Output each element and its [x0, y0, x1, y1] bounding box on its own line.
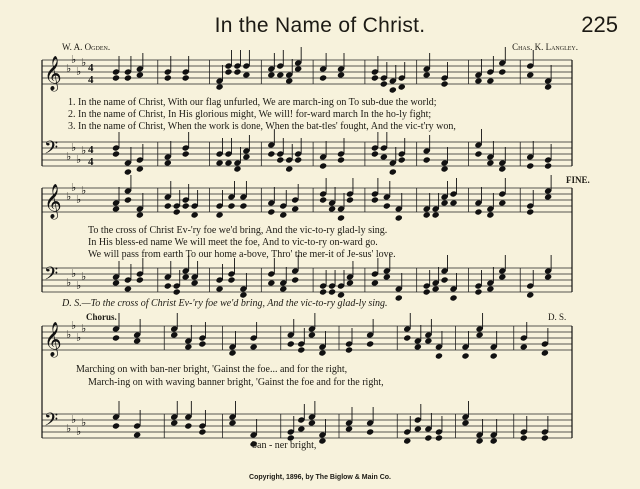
note-head: [474, 77, 482, 84]
chorus-bass-line: ban - ner bright,: [252, 440, 317, 451]
note-head: [215, 211, 223, 218]
note-head: [337, 156, 345, 163]
flat-sign: ♭: [71, 141, 77, 154]
note-head: [328, 205, 336, 212]
verse-1-line-1: 1. In the name of Christ, With our flag unfurled, We are march-ing on To sub-due the world;: [68, 97, 437, 108]
note-head: [112, 422, 120, 429]
flat-sign: ♭: [81, 184, 87, 197]
note-head: [424, 434, 432, 441]
note-head: [136, 165, 144, 172]
note-head: [403, 334, 411, 341]
flat-sign: ♭: [71, 53, 77, 66]
flat-sign: ♭: [76, 65, 82, 78]
note-head: [164, 202, 172, 209]
note-head: [191, 279, 199, 286]
note-head: [112, 74, 120, 81]
note-head: [526, 162, 534, 169]
note-head: [182, 202, 190, 209]
note-head: [544, 193, 552, 200]
flat-sign: ♭: [66, 62, 72, 75]
note-head: [486, 159, 494, 166]
note-head: [544, 162, 552, 169]
note-head: [520, 434, 528, 441]
note-head: [461, 419, 469, 426]
note-head: [371, 196, 379, 203]
note-head: [440, 276, 448, 283]
note-head: [383, 202, 391, 209]
note-head: [224, 68, 232, 75]
note-head: [498, 199, 506, 206]
note-head: [308, 419, 316, 426]
note-head: [435, 434, 443, 441]
flat-sign: ♭: [81, 56, 87, 69]
time-signature-top: 4: [88, 144, 94, 156]
note-head: [337, 71, 345, 78]
note-head: [383, 273, 391, 280]
note-head: [440, 199, 448, 206]
note-head: [239, 202, 247, 209]
note-head: [215, 285, 223, 292]
note-head: [170, 331, 178, 338]
ds-refrain-line: D. S.—To the cross of Christ Ev-'ry foe we'd bring, And the vic-to-ry glad-ly sing.: [62, 298, 388, 309]
note-head: [337, 214, 345, 221]
note-head: [182, 150, 190, 157]
note-head: [164, 159, 172, 166]
flat-sign: ♭: [71, 319, 77, 332]
note-head: [449, 294, 457, 301]
note-head: [173, 288, 181, 295]
note-head: [228, 419, 236, 426]
note-head: [170, 419, 178, 426]
note-head: [414, 343, 422, 350]
note-head: [526, 208, 534, 215]
note-head: [544, 83, 552, 90]
note-head: [215, 159, 223, 166]
note-head: [345, 425, 353, 432]
chorus-soprano-line: Marching on with ban-ner bright, 'Gainst the foe... and for the right,: [76, 364, 348, 375]
flat-sign: ♭: [71, 413, 77, 426]
note-head: [294, 156, 302, 163]
note-head: [432, 285, 440, 292]
note-head: [345, 346, 353, 353]
note-head: [395, 214, 403, 221]
flat-sign: ♭: [81, 270, 87, 283]
treble-clef: 𝄞: [44, 56, 62, 91]
flat-sign: ♭: [76, 153, 82, 166]
note-head: [294, 65, 302, 72]
note-head: [474, 288, 482, 295]
note-head: [182, 273, 190, 280]
flat-sign: ♭: [81, 322, 87, 335]
note-head: [440, 80, 448, 87]
note-head: [112, 279, 120, 286]
flat-sign: ♭: [71, 181, 77, 194]
bass-clef: 𝄢: [44, 410, 59, 435]
note-head: [440, 165, 448, 172]
treble-clef: 𝄞: [44, 184, 62, 219]
note-head: [423, 71, 431, 78]
note-head: [276, 71, 284, 78]
note-head: [474, 208, 482, 215]
note-head: [486, 211, 494, 218]
fine-mark: FINE.: [566, 175, 590, 185]
note-head: [475, 331, 483, 338]
note-head: [380, 153, 388, 160]
note-head: [112, 334, 120, 341]
note-head: [136, 71, 144, 78]
flat-sign: ♭: [66, 328, 72, 341]
note-head: [498, 165, 506, 172]
note-head: [267, 279, 275, 286]
note-head: [486, 285, 494, 292]
note-head: [233, 165, 241, 172]
note-head: [133, 431, 141, 438]
note-head: [136, 211, 144, 218]
note-head: [184, 422, 192, 429]
note-head: [366, 340, 374, 347]
verse-1-line-2: To the cross of Christ Ev-'ry foe we'd bring, And the vic-to-ry glad-ly sing.: [88, 225, 388, 236]
note-head: [267, 208, 275, 215]
note-head: [328, 288, 336, 295]
note-head: [403, 437, 411, 444]
note-head: [124, 196, 132, 203]
composer-credit: Chas. K. Langley.: [512, 42, 578, 52]
note-head: [389, 168, 397, 175]
note-head: [461, 352, 469, 359]
note-head: [319, 288, 327, 295]
bass-clef: 𝄢: [44, 138, 59, 163]
note-head: [164, 282, 172, 289]
note-head: [242, 71, 250, 78]
note-head: [319, 162, 327, 169]
note-head: [184, 343, 192, 350]
note-head: [449, 199, 457, 206]
flat-sign: ♭: [76, 331, 82, 344]
note-head: [544, 273, 552, 280]
note-head: [182, 74, 190, 81]
note-head: [124, 285, 132, 292]
chorus-label: Chorus.: [86, 312, 117, 322]
note-head: [242, 153, 250, 160]
note-head: [423, 288, 431, 295]
note-head: [279, 211, 287, 218]
note-head: [267, 71, 275, 78]
note-head: [250, 343, 258, 350]
note-head: [224, 159, 232, 166]
note-head: [319, 74, 327, 81]
note-head: [474, 150, 482, 157]
note-head: [124, 74, 132, 81]
note-head: [423, 211, 431, 218]
note-head: [228, 349, 236, 356]
note-head: [173, 208, 181, 215]
note-head: [366, 428, 374, 435]
note-head: [414, 425, 422, 432]
flat-sign: ♭: [81, 144, 87, 157]
note-head: [133, 337, 141, 344]
bass-clef: 𝄢: [44, 264, 59, 289]
note-head: [346, 196, 354, 203]
time-signature-bottom: 4: [88, 156, 94, 168]
flat-sign: ♭: [66, 276, 72, 289]
hymn-number: 225: [581, 12, 618, 37]
treble-clef: 𝄞: [44, 322, 62, 357]
note-head: [346, 279, 354, 286]
note-head: [124, 168, 132, 175]
note-head: [136, 276, 144, 283]
flat-sign: ♭: [66, 422, 72, 435]
flat-sign: ♭: [76, 279, 82, 292]
note-head: [164, 74, 172, 81]
note-head: [395, 294, 403, 301]
note-head: [371, 279, 379, 286]
note-head: [308, 331, 316, 338]
note-head: [435, 352, 443, 359]
note-head: [267, 150, 275, 157]
note-head: [498, 68, 506, 75]
note-head: [233, 68, 241, 75]
note-head: [287, 340, 295, 347]
flat-sign: ♭: [66, 190, 72, 203]
note-head: [424, 337, 432, 344]
verse-2-line-2: In His bless-ed name We will meet the foe, And to vic-to-ry on-ward go.: [88, 237, 378, 248]
note-head: [227, 202, 235, 209]
flat-sign: ♭: [76, 193, 82, 206]
note-head: [389, 86, 397, 93]
copyright-notice: Copyright, 1896, by The Biglow & Main Co.: [249, 474, 391, 481]
note-head: [191, 211, 199, 218]
note-head: [498, 273, 506, 280]
verse-3-line-1: 3. In the name of Christ, When the work is done, When the bat-tles' fought, And the vic-t'ry won,: [68, 121, 456, 132]
note-head: [541, 349, 549, 356]
flat-sign: ♭: [81, 416, 87, 429]
note-head: [198, 340, 206, 347]
note-head: [490, 352, 498, 359]
note-head: [112, 205, 120, 212]
note-head: [398, 156, 406, 163]
note-head: [490, 437, 498, 444]
author-credit: W. A. Ogden.: [62, 42, 111, 52]
flat-sign: ♭: [71, 267, 77, 280]
ds-mark: D. S.: [548, 312, 567, 322]
note-head: [227, 276, 235, 283]
note-head: [297, 346, 305, 353]
note-head: [432, 211, 440, 218]
note-head: [198, 428, 206, 435]
hymn-title: In the Name of Christ.: [214, 14, 426, 37]
note-head: [285, 165, 293, 172]
note-head: [398, 83, 406, 90]
note-head: [371, 74, 379, 81]
note-head: [380, 80, 388, 87]
flat-sign: ♭: [66, 150, 72, 163]
time-signature-top: 4: [88, 62, 94, 74]
note-head: [297, 425, 305, 432]
note-head: [319, 196, 327, 203]
note-head: [291, 276, 299, 283]
note-head: [541, 434, 549, 441]
note-head: [276, 156, 284, 163]
chorus-alto-line: March-ing on with waving banner bright, 'Gainst the foe and for the right,: [88, 377, 384, 388]
verse-3-line-2: We will pass from earth To our home a-bove, Thro' the mer-it of Je-sus' love.: [88, 249, 396, 260]
note-head: [520, 343, 528, 350]
note-head: [526, 71, 534, 78]
time-signature-bottom: 4: [88, 74, 94, 86]
note-head: [285, 77, 293, 84]
note-head: [215, 83, 223, 90]
note-head: [318, 437, 326, 444]
note-head: [318, 349, 326, 356]
note-head: [423, 156, 431, 163]
verse-2-line-1: 2. In the name of Christ, In His glorious might, We will! for-ward march In the ho-ly fight;: [68, 109, 432, 120]
note-head: [291, 205, 299, 212]
note-head: [526, 291, 534, 298]
note-head: [486, 77, 494, 84]
note-head: [112, 150, 120, 157]
flat-sign: ♭: [76, 425, 82, 438]
note-head: [371, 150, 379, 157]
note-head: [475, 437, 483, 444]
note-head: [279, 285, 287, 292]
